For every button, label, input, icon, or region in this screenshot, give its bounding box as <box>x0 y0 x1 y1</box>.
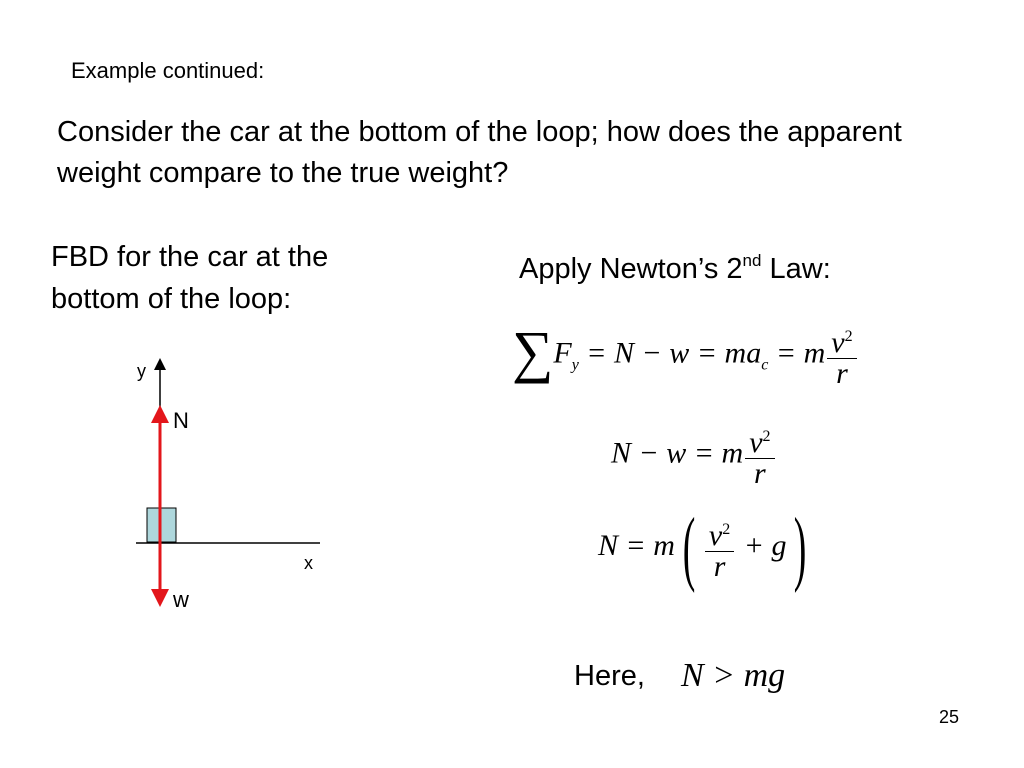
equation-newton-simplified <box>611 422 777 489</box>
equation-conclusion: N > mg <box>681 657 786 694</box>
eq1-middle: = N − w = ma <box>578 336 762 370</box>
eq3-denominator: r <box>713 549 726 583</box>
question-text: Consider the car at the bottom of the loop; how does the apparent weight compare to the true weight? <box>57 116 902 189</box>
eq3-right-paren: ) <box>794 501 807 594</box>
eq1-mass: = m <box>768 336 826 370</box>
eq1-force-subscript: y <box>571 356 579 374</box>
example-label: Example continued: <box>71 58 265 83</box>
y-axis-label: y <box>137 361 146 381</box>
newton-law-heading <box>519 253 831 286</box>
eq1-fraction <box>827 322 856 389</box>
summation-symbol: ∑ <box>512 318 554 384</box>
slide-number: 25 <box>939 707 960 727</box>
newton-title-text: Apply Newton’s 2 <box>519 253 743 285</box>
newton-title-end: Law: <box>761 253 831 285</box>
here-label: Here, <box>574 660 645 692</box>
eq1-centripetal-subscript: c <box>761 356 769 374</box>
eq2-fraction <box>745 422 774 489</box>
x-axis-label: x <box>304 553 313 573</box>
eq1-force: F <box>553 336 572 370</box>
weight-label: w <box>173 587 189 612</box>
newton-title-ordinal: nd <box>742 251 762 270</box>
eq2-denominator: r <box>754 457 766 490</box>
eq3-numerator: v <box>708 518 723 552</box>
equation-normal-force <box>598 501 814 594</box>
free-body-diagram <box>120 350 340 620</box>
eq3-left-paren: ( <box>682 501 696 594</box>
eq3-fraction <box>705 515 734 582</box>
fbd-caption: FBD for the car at the bottom of the loop: <box>51 241 329 315</box>
eq2-numerator: v <box>749 426 763 459</box>
eq3-tail: + g <box>736 528 787 562</box>
eq2-lhs: N − w = m <box>611 436 744 470</box>
eq1-numerator: v <box>831 326 845 359</box>
eq2-numerator-exponent: 2 <box>762 428 771 445</box>
equation-sum-of-forces <box>512 318 859 390</box>
eq1-numerator-exponent: 2 <box>844 328 853 345</box>
eq3-numerator-exponent: 2 <box>722 520 731 538</box>
eq3-lhs: N = m <box>598 528 675 562</box>
normal-force-label: N <box>173 408 189 433</box>
eq1-denominator: r <box>836 357 848 390</box>
